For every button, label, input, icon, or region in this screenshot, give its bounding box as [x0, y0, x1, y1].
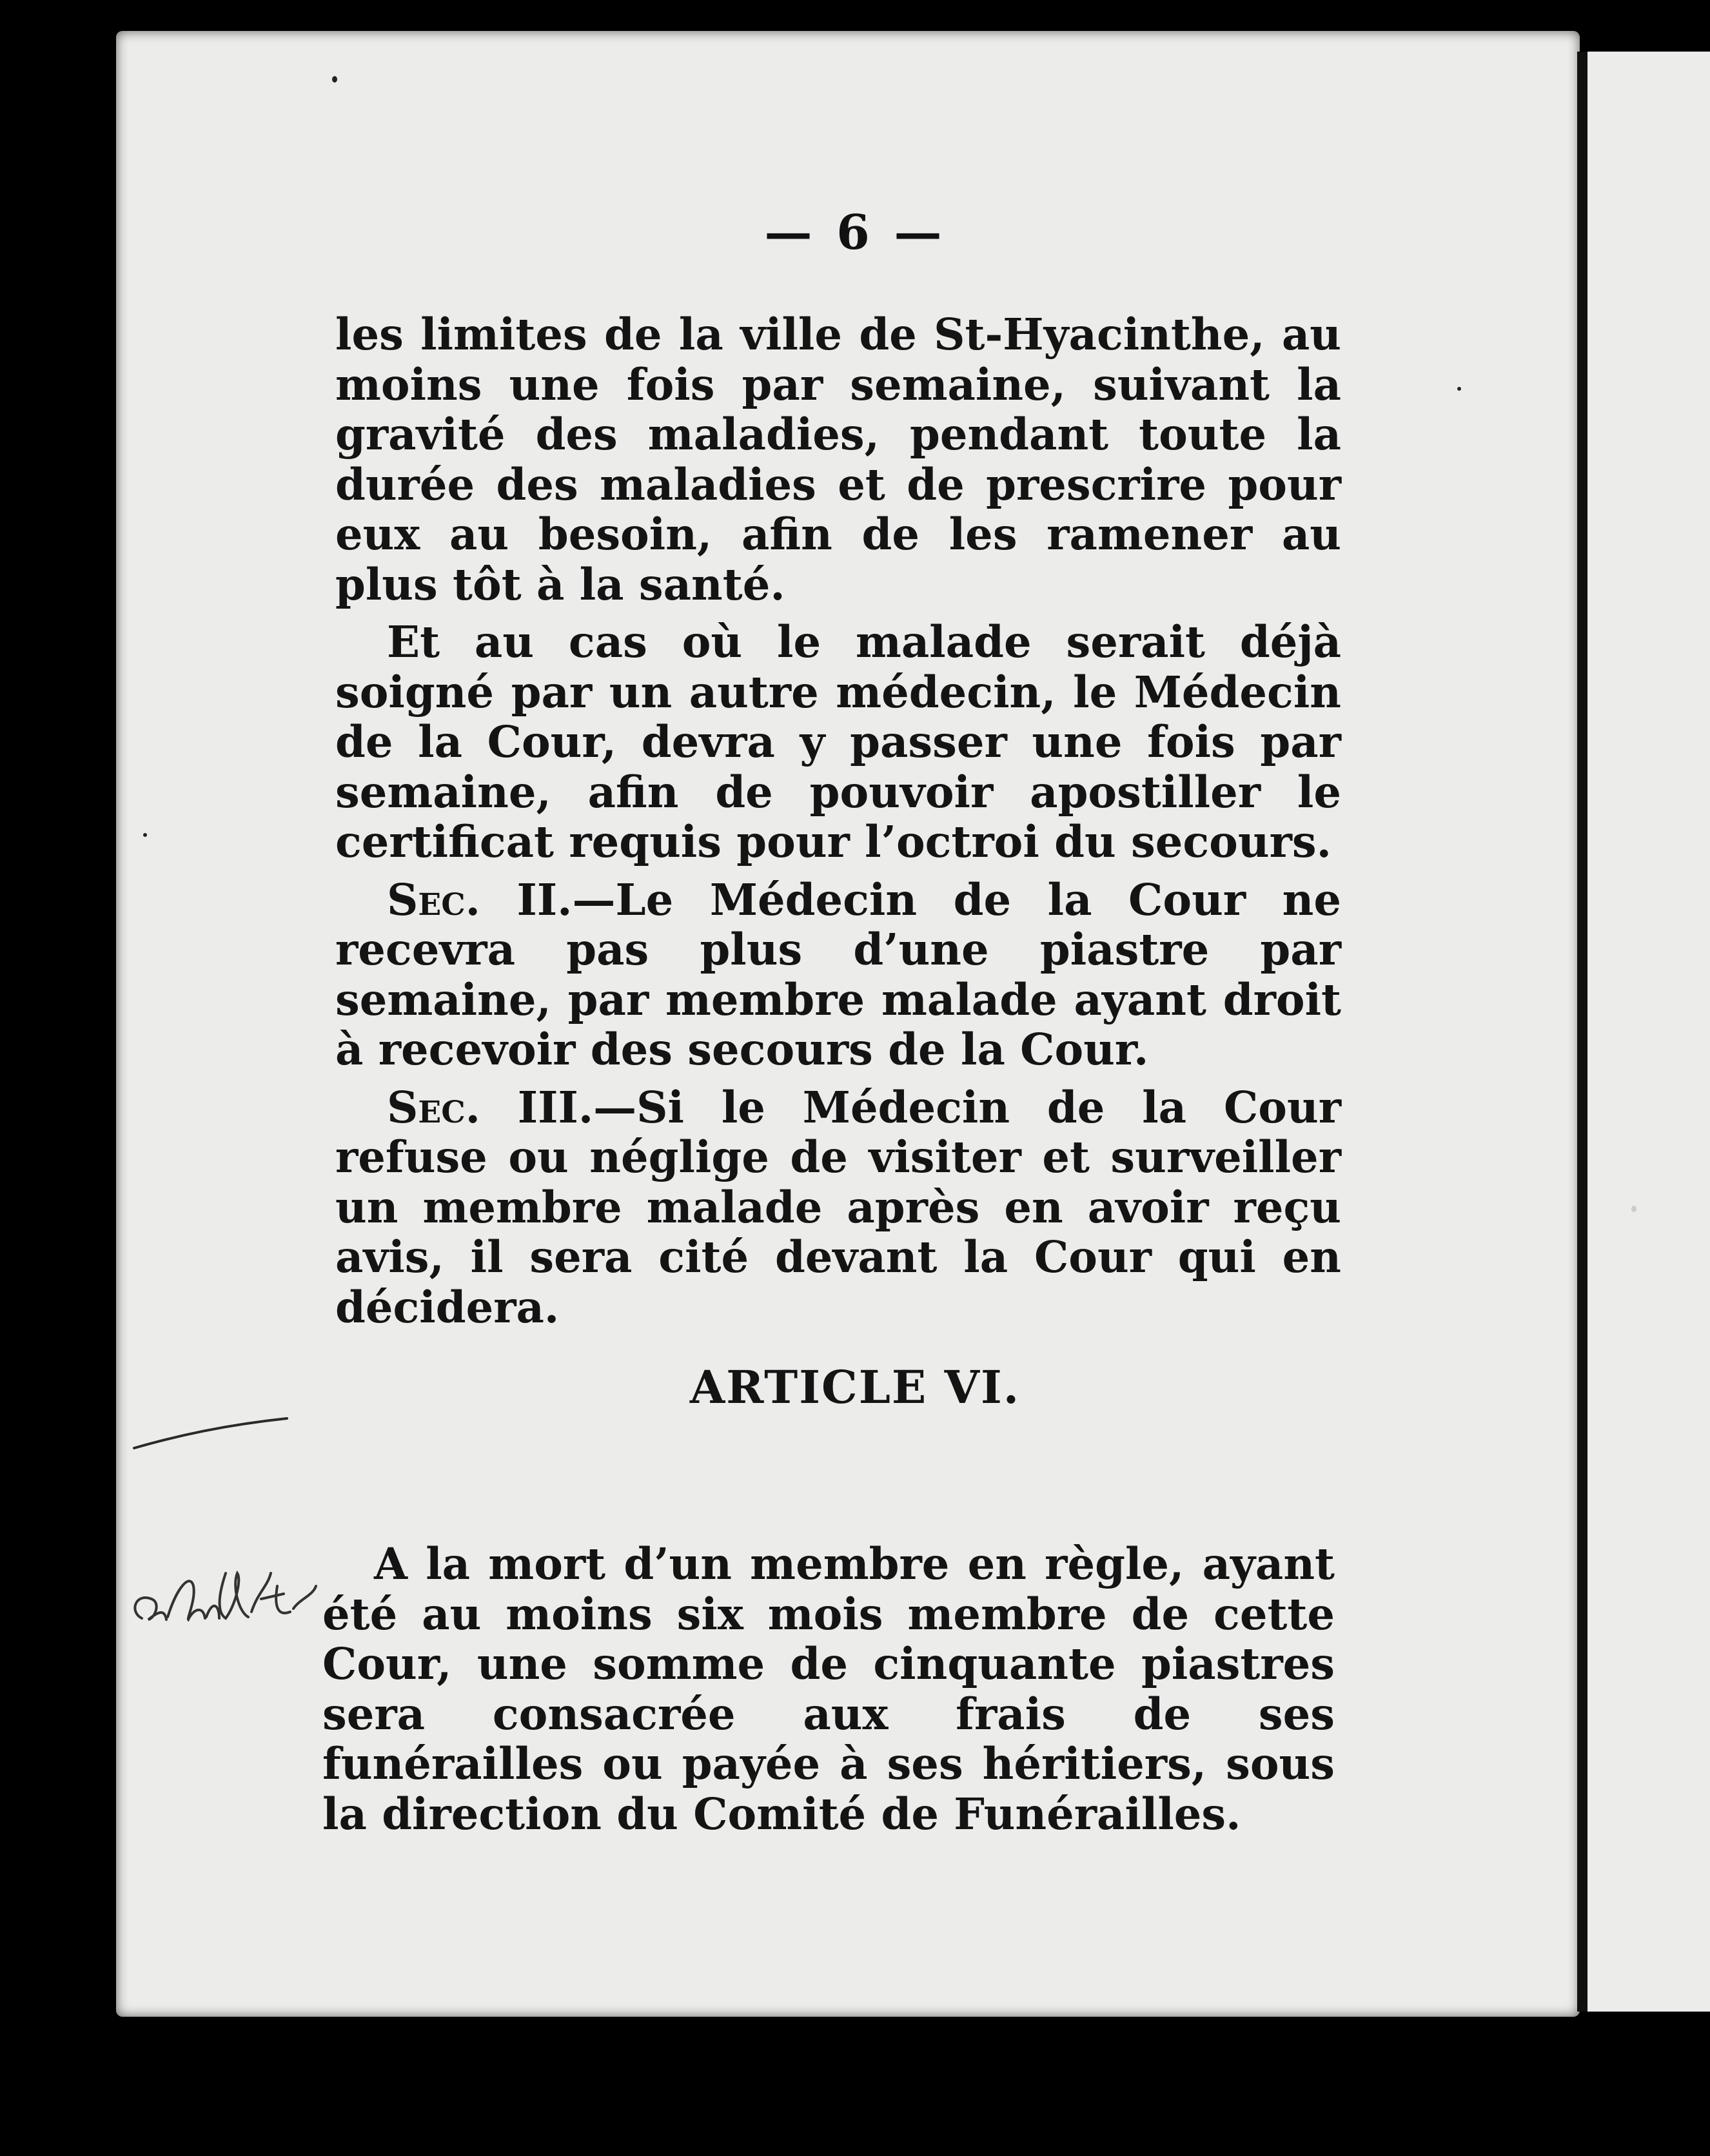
section-iii-text: —Si le Médecin de la Cour refuse ou néglige de visiter et surveiller un membre malade après en avoir reçu avis, il sera cité devant la Cour qui en décidera. — [335, 1081, 1341, 1333]
main-text — [335, 309, 1341, 1332]
section-ii-text: —Le Médecin de la Cour ne recevra pas plus d’une piastre par semaine, par membre malade ayant droit à recevoir des secours de la Cour. — [335, 874, 1341, 1075]
facing-page-edge — [1587, 52, 1710, 2012]
scan-speck — [143, 833, 147, 837]
handwritten-margin-note — [129, 1547, 335, 1651]
paragraph-second-doctor: Et au cas où le malade serait déjà soigné par un autre médecin, le Médecin de la Cour, devra y passer une fois par semaine, afin de pouvoir apostiller le certificat requis pour l’octroi du secours. — [335, 616, 1341, 867]
scan-speck — [1457, 387, 1461, 391]
section-ii-label: Sec. II. — [387, 874, 573, 925]
page-gutter — [1577, 52, 1587, 2012]
section-iii — [335, 1083, 1341, 1333]
article-heading: ARTICLE VI. — [689, 1360, 1021, 1414]
paragraph-continuation: les limites de la ville de St-Hyacinthe, au moins une fois par semaine, suivant la gravité des maladies, pendant toute la durée des maladies et de prescrire pour eux au besoin, afin de les ramener au plus tôt à la santé. — [335, 309, 1341, 610]
section-iii-label: Sec. III. — [387, 1081, 594, 1133]
handwritten-margin-line — [129, 1406, 297, 1457]
article-body: A la mort d’un membre en règle, ayant été au moins six mois membre de cette Cour, une somme de cinquante piastres sera consacrée aux frais de ses funérailles ou payée à ses héritiers, sous la direction du Comité de Funérailles. — [322, 1538, 1335, 1839]
page-number: — 6 — — [764, 205, 946, 260]
scan-speck — [1631, 1206, 1636, 1212]
section-ii — [335, 875, 1341, 1075]
scan-speck — [332, 76, 337, 83]
